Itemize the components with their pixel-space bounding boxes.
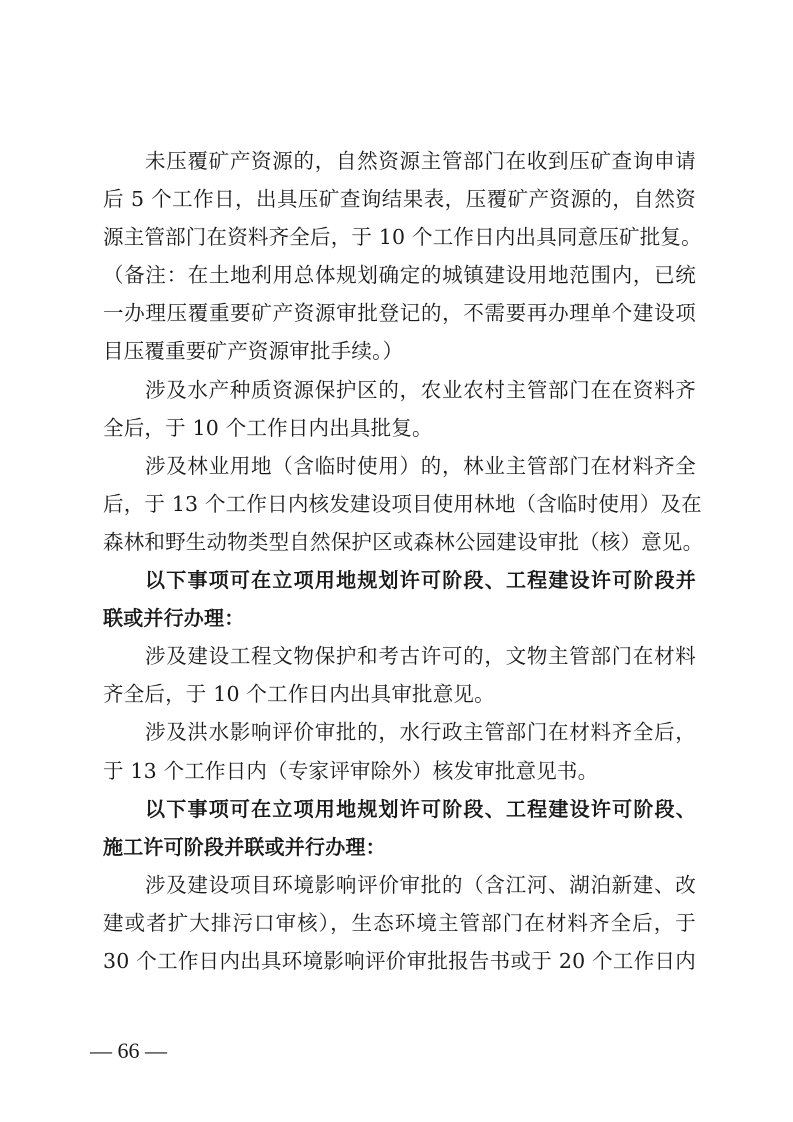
paragraph-line: 涉及建设工程文物保护和考古许可的，文物主管部门在材料 bbox=[145, 644, 696, 669]
document-body bbox=[103, 142, 704, 980]
paragraph-line: 后 5 个工作日，出具压矿查询结果表，压覆矿产资源的，自然资 bbox=[103, 187, 696, 212]
paragraph-line: （备注：在土地利用总体规划确定的城镇建设用地范围内，已统 bbox=[103, 263, 696, 288]
paragraph-line: 后，于 13 个工作日内核发建设项目使用林地（含临时使用）及在 bbox=[103, 491, 702, 516]
page-number: — 66 — bbox=[90, 1038, 167, 1063]
section-heading-line: 施工许可阶段并联或并行办理： bbox=[103, 834, 386, 859]
paragraph-line: 未压覆矿产资源的，自然资源主管部门在收到压矿查询申请 bbox=[145, 149, 696, 173]
paragraph-line: 涉及水产种质资源保护区的，农业农村主管部门在在资料齐 bbox=[145, 377, 696, 402]
section-heading-line: 以下事项可在立项用地规划许可阶段、工程建设许可阶段、 bbox=[145, 796, 696, 821]
section-heading-line: 联或并行办理： bbox=[103, 606, 245, 631]
paragraph-line: 30 个工作日内出具环境影响评价审批报告书或于 20 个工作日内 bbox=[103, 948, 696, 973]
paragraph-line: 建或者扩大排污口审核），生态环境主管部门在材料齐全后，于 bbox=[103, 910, 696, 935]
paragraph-line: 全后，于 10 个工作日内出具批复。 bbox=[103, 415, 433, 440]
paragraph-line: 涉及建设项目环境影响评价审批的（含江河、湖泊新建、改 bbox=[145, 872, 696, 897]
section-heading-line: 以下事项可在立项用地规划许可阶段、工程建设许可阶段并 bbox=[145, 568, 696, 593]
paragraph-line: 源主管部门在资料齐全后，于 10 个工作日内出具同意压矿批复。 bbox=[103, 225, 702, 250]
paragraph-line: 一办理压覆重要矿产资源审批登记的，不需要再办理单个建设项 bbox=[103, 301, 696, 326]
paragraph-line: 涉及洪水影响评价审批的，水行政主管部门在材料齐全后， bbox=[145, 720, 696, 745]
paragraph-line: 目压覆重要矿产资源审批手续。） bbox=[103, 339, 404, 364]
paragraph-line: 齐全后，于 10 个工作日内出具审批意见。 bbox=[103, 682, 495, 707]
paragraph-line: 涉及林业用地（含临时使用）的，林业主管部门在材料齐全 bbox=[145, 453, 696, 478]
paragraph-line: 于 13 个工作日内（专家评审除外）核发审批意见书。 bbox=[103, 758, 599, 783]
paragraph-line: 森林和野生动物类型自然保护区或森林公园建设审批（核）意见。 bbox=[103, 529, 704, 554]
